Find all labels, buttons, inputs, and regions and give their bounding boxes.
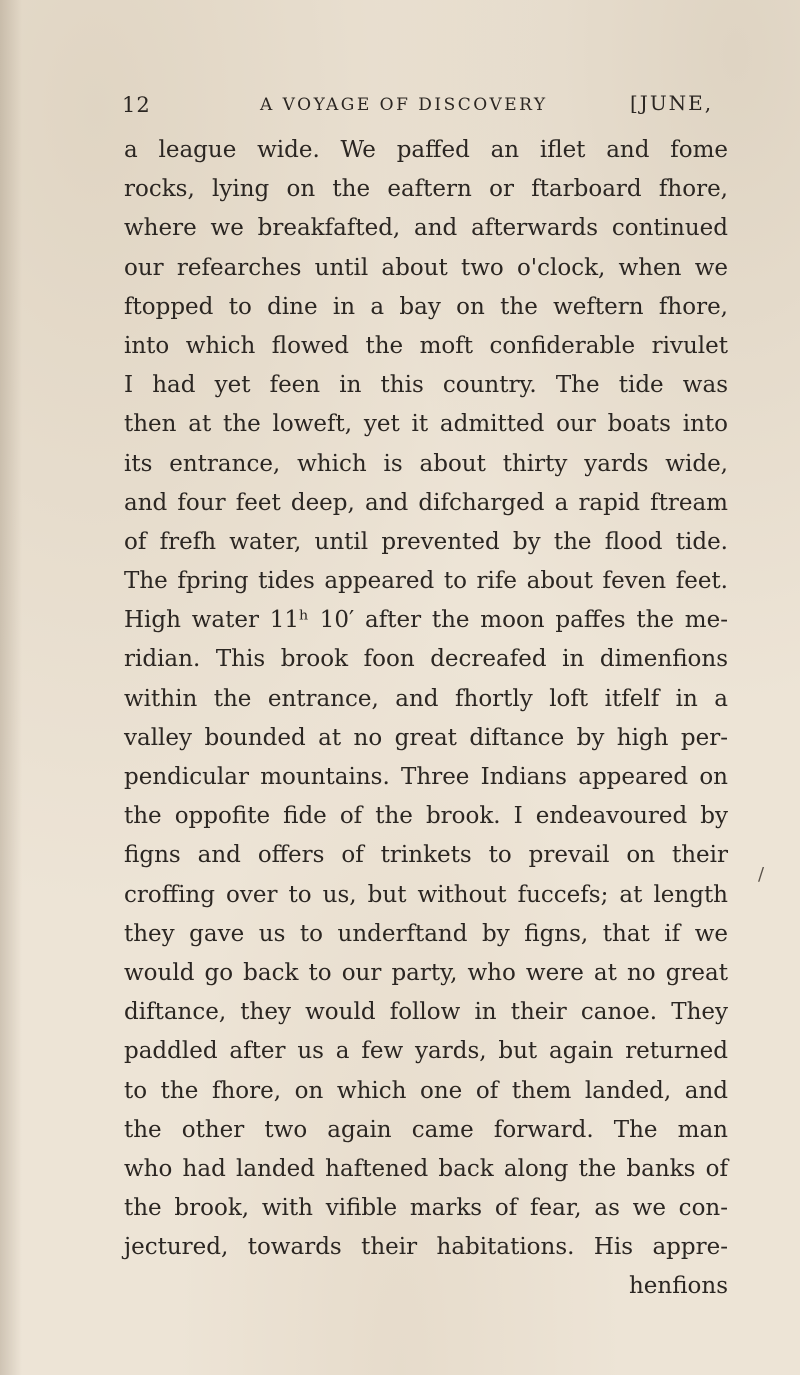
text-line: our refearches until about two o'clock, when we [124,254,728,281]
text-line: ftopped to dine in a bay on the weftern fhore, [124,293,728,320]
text-line: into which flowed the moft confiderable rivulet [124,332,728,359]
text-line: the oppofite fide of the brook. I endeavoured by [124,803,728,830]
text-line: figns and offers of trinkets to prevail on their [124,842,728,869]
text-line: paddled after us a few yards, but again returned [124,1038,728,1065]
text-line: croffing over to us, but without fuccefs; at length [124,881,728,908]
page-number: 12 [122,93,151,117]
text-line: where we breakfafted, and afterwards continued [124,215,728,242]
text-line: then at the loweft, yet it admitted our boats into [124,411,728,438]
text-line: valley bounded at no great diftance by high per- [124,724,728,751]
text-line: The fpring tides appeared to rife about feven feet. [124,568,728,595]
text-line: the other two again came forward. The man [124,1116,728,1143]
text-line: the brook, with vifible marks of fear, as we con- [124,1195,728,1222]
running-header [122,91,727,125]
margin-mark: / [758,864,765,885]
text-line: its entrance, which is about thirty yards wide, [124,450,728,477]
gutter-shadow [0,0,22,1375]
section-marker: [JUNE, [630,91,714,115]
text-line: of frefh water, until prevented by the flood tide. [124,528,728,555]
text-line: who had landed haftened back along the banks of [124,1155,728,1182]
text-line: ridian. This brook foon decreafed in dimenfions [124,646,728,673]
text-line: and four feet deep, and difcharged a rapid ftream [124,489,728,516]
text-line: I had yet feen in this country. The tide was [124,372,728,399]
running-title: A VOYAGE OF DISCOVERY [260,95,548,115]
text-line: they gave us to underftand by figns, that if we [124,920,728,947]
text-line: would go back to our party, who were at no great [124,959,728,986]
text-line: pendicular mountains. Three Indians appeared on [124,764,728,790]
text-line: within the entrance, and fhortly loft itfelf in a [124,685,728,712]
text-line: rocks, lying on the eaftern or ftarboard fhore, [124,176,728,203]
text-line: High water 11ʰ 10′ after the moon paffes the me- [124,607,728,634]
text-line: diftance, they would follow in their canoe. They [124,999,728,1026]
text-line: jectured, towards their habitations. His appre- [124,1234,728,1261]
text-line: to the fhore, on which one of them landed, and [124,1077,728,1104]
body-text [124,131,728,1307]
text-line: a league wide. We paffed an iflet and fome [124,137,728,163]
catchword: henfions [628,1273,728,1300]
